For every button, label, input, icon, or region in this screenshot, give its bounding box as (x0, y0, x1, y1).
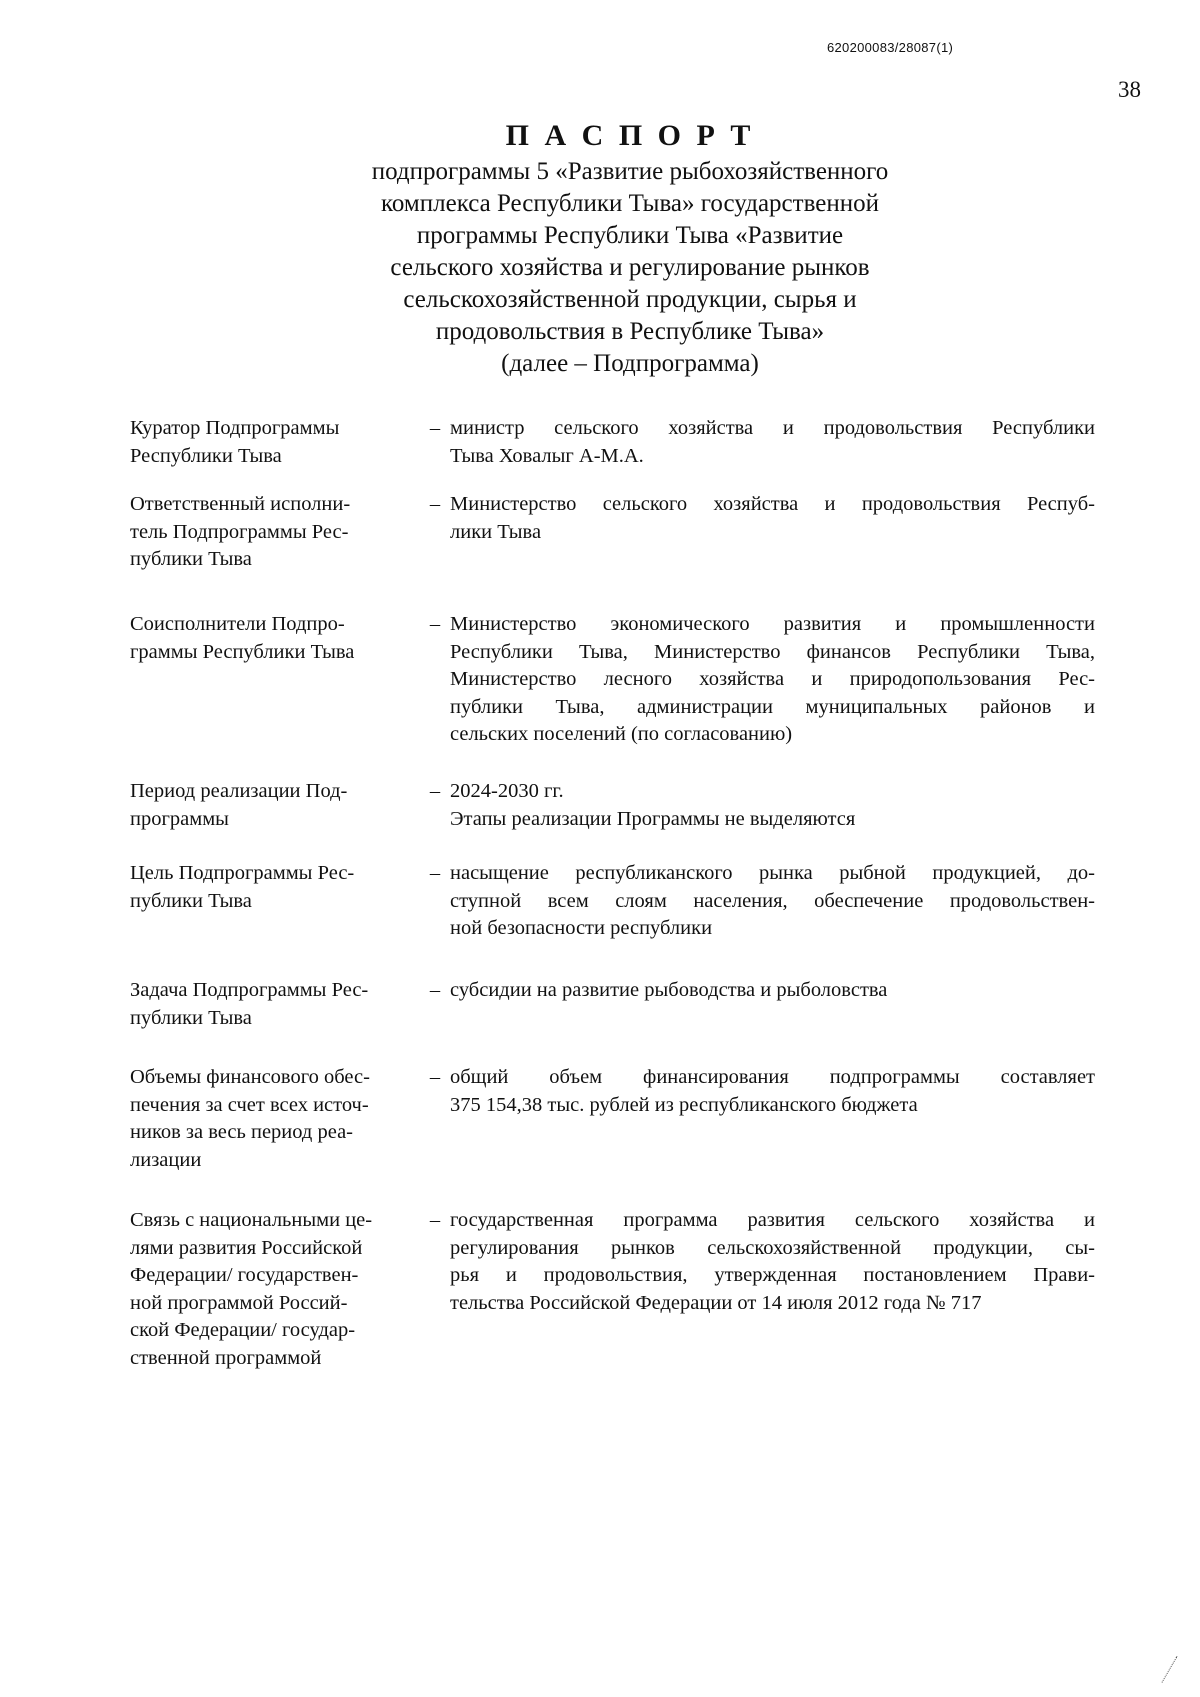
row-label (130, 1064, 420, 1207)
value-line: Республики Тыва, Министерство финансов Республики Тыва, (450, 640, 1095, 663)
value-line: Министерство сельского хозяйства и продовольствия Респуб- (450, 493, 1095, 515)
page-number: 38 (1118, 77, 1141, 102)
passport-table (130, 415, 1125, 1377)
dash-separator: – (429, 493, 441, 515)
dash-separator: – (429, 417, 441, 439)
scan-corner-mark (1162, 1656, 1190, 1689)
label-line: тель Подпрограммы Рес- (130, 520, 349, 543)
label-line: Период реализации Под- (130, 780, 348, 802)
label-line: Федерации/ государствен- (130, 1264, 359, 1286)
row-task (130, 977, 1125, 1064)
title-block (300, 118, 960, 380)
subtitle-line: сельскохозяйственной продукции, сырья и (403, 286, 857, 313)
value-line: ступной всем слоям населения, обеспечение продовольствен- (450, 889, 1095, 912)
subtitle-line: (далее – Подпрограмма) (501, 350, 759, 377)
row-period (130, 778, 1125, 860)
label-line: публики Тыва (130, 1006, 252, 1029)
subtitle-line: продовольствия в Республике Тыва» (435, 318, 825, 345)
value-line: насыщение республиканского рынка рыбной продукцией, до- (450, 862, 1095, 884)
row-goal (130, 860, 1125, 977)
label-line: лями развития Российской (130, 1236, 363, 1259)
label-line: ственной программой (130, 1346, 322, 1369)
label-line: Республики Тыва (130, 444, 282, 467)
row-label (130, 860, 420, 977)
label-line: Задача Подпрограммы Рес- (130, 979, 369, 1001)
label-line: публики Тыва (130, 548, 252, 570)
row-responsible (130, 491, 1125, 611)
row-value (450, 491, 1095, 611)
value-line: ной безопасности республики (450, 917, 713, 939)
value-line: министр сельского хозяйства и продовольствия Республики (450, 417, 1095, 439)
row-label (130, 611, 420, 778)
row-value (450, 778, 1095, 860)
value-line: 2024-2030 гг. (450, 780, 564, 802)
dash-separator: – (429, 979, 441, 1001)
value-line: государственная программа развития сельского хозяйства и (450, 1209, 1095, 1231)
row-co-executors (130, 611, 1125, 778)
label-line: печения за счет всех источ- (130, 1093, 369, 1116)
value-line: Тыва Ховалыг А-М.А. (450, 444, 644, 467)
label-line: ской Федерации/ государ- (130, 1319, 356, 1341)
label-line: Объемы финансового обес- (130, 1066, 370, 1088)
value-line: общий объем финансирования подпрограммы составляет (450, 1066, 1095, 1088)
dash-separator: – (429, 780, 441, 802)
document-id: 620200083/28087(1) (827, 40, 954, 55)
subtitle-line: сельского хозяйства и регулирование рынков (390, 254, 870, 281)
row-label (130, 1207, 420, 1377)
row-value (450, 415, 1095, 491)
row-value (450, 611, 1095, 778)
row-value (450, 1064, 1095, 1207)
row-label (130, 977, 420, 1064)
value-line: Министерство лесного хозяйства и природопользования Рес- (450, 668, 1095, 690)
label-line: Куратор Подпрограммы (130, 417, 340, 439)
row-value (450, 860, 1095, 977)
dash-separator: – (429, 1209, 441, 1231)
label-line: Связь с национальными це- (130, 1209, 373, 1231)
row-value (450, 977, 1095, 1064)
label-line: ников за весь период реа- (130, 1121, 354, 1143)
value-line: публики Тыва, администрации муниципальных районов и (450, 695, 1095, 718)
label-line: граммы Республики Тыва (130, 640, 355, 663)
row-label (130, 778, 420, 860)
row-national-goals (130, 1207, 1125, 1377)
dash-separator: – (429, 613, 441, 635)
document-title: П А С П О Р Т (505, 119, 755, 152)
subtitle-line: программы Республики Тыва «Развитие (416, 222, 844, 249)
value-line: Этапы реализации Программы не выделяются (450, 807, 856, 830)
value-line: 375 154,38 тыс. рублей из республиканского бюджета (450, 1093, 918, 1116)
label-line: программы (130, 807, 229, 830)
value-line: тельства Российской Федерации от 14 июля 2012 года № 717 (450, 1291, 982, 1314)
label-line: лизации (130, 1148, 202, 1171)
value-line: лики Тыва (450, 520, 542, 543)
subtitle-line: подпрограммы 5 «Развитие рыбохозяйственного (371, 158, 889, 185)
row-curator (130, 415, 1125, 491)
row-label (130, 415, 420, 491)
label-line: ной программой Россий- (130, 1291, 348, 1314)
subtitle-line: комплекса Республики Тыва» государственной (381, 190, 879, 217)
value-line: регулирования рынков сельскохозяйственной продукции, сы- (450, 1236, 1095, 1259)
label-line: публики Тыва (130, 889, 252, 912)
label-line: Ответственный исполни- (130, 493, 351, 515)
row-value (450, 1207, 1095, 1377)
row-label (130, 491, 420, 611)
dash-separator: – (429, 862, 441, 884)
dash-separator: – (429, 1066, 441, 1088)
value-line: рья и продовольствия, утвержденная постановлением Прави- (450, 1264, 1095, 1286)
value-line: сельских поселений (по согласованию) (450, 723, 793, 745)
label-line: Цель Подпрограммы Рес- (130, 862, 355, 884)
row-funding (130, 1064, 1125, 1207)
label-line: Соисполнители Подпро- (130, 613, 345, 635)
value-line: субсидии на развитие рыбоводства и рыболовства (450, 979, 888, 1001)
value-line: Министерство экономического развития и промышленности (450, 613, 1095, 635)
